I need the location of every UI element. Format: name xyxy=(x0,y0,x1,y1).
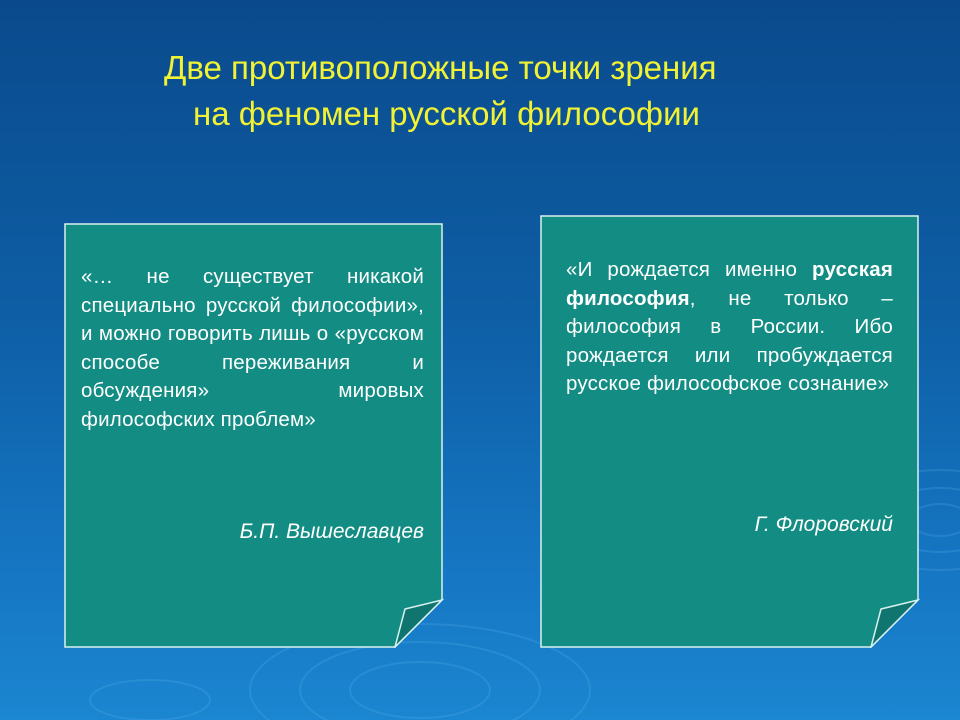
right-quote-author: Г. Флоровский xyxy=(754,513,893,536)
title-line-2: на феномен русской философии xyxy=(193,95,700,132)
title-line-1: Две противоположные точки зрения xyxy=(164,49,717,86)
right-quote-card xyxy=(540,215,920,648)
left-quote-text: «… не существует никакой специально русской философии», и можно говорить лишь о «русском способе переживания и обсуждения» мировых философских проблем» xyxy=(81,265,424,431)
right-quote-part2: , не только – философия в России. Ибо рождается или пробуждается русское философское сознание» xyxy=(566,286,893,395)
left-quote-author: Б.П. Вышеславцев xyxy=(239,520,424,543)
right-quote-text xyxy=(566,256,893,399)
left-quote-card xyxy=(64,223,444,648)
right-quote-part1: «И рождается именно xyxy=(566,258,813,281)
right-quote-bold: русская философия xyxy=(566,258,893,310)
